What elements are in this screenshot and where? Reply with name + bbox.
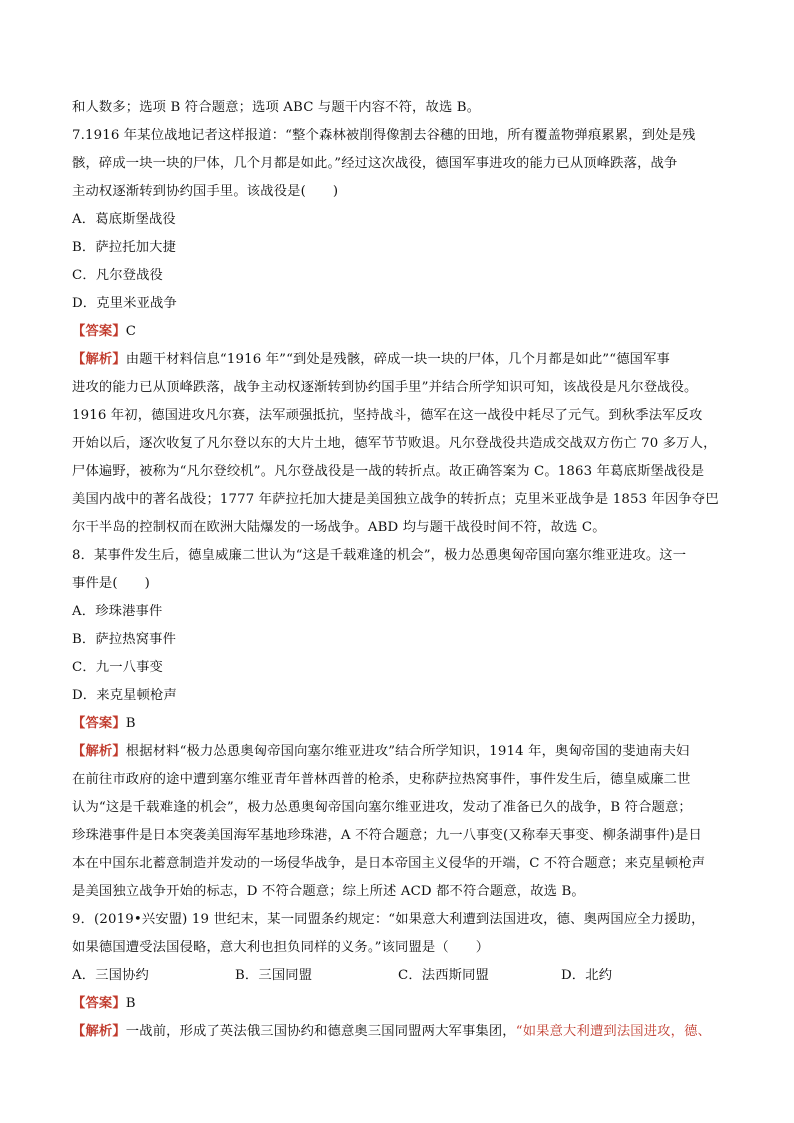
text-line: 9．(2019•兴安盟) 19 世纪末，某一同盟条约规定：“如果意大利遭到法国进攻，德、奥两国应全力援助， xyxy=(72,912,705,927)
answer-line xyxy=(72,990,724,1018)
answer-tag: 【答案】 xyxy=(72,716,126,731)
analysis-line xyxy=(72,346,724,374)
text-line: 进攻的能力已从顶峰跌落，战争主动权逐渐转到协约国手里”并结合所学知识可知，该战役是凡尔登战役。 xyxy=(72,380,698,395)
answer-line xyxy=(72,710,724,738)
document-page xyxy=(72,94,724,1046)
text-line: 珍珠港事件是日本突袭美国海军基地珍珠港，A 不符合题意；九一八事变(又称奉天事变、柳条湖事件)是日 xyxy=(72,828,702,843)
text-line: 和人数多；选项 B 符合题意；选项 ABC 与题干内容不符，故选 B。 xyxy=(72,100,481,115)
text-line: 认为“这是千载难逢的机会”，极力怂恿奥匈帝国向塞尔维亚进攻，发动了准备已久的战争，B 符合题意； xyxy=(72,800,692,815)
analysis-line xyxy=(72,738,724,766)
option-item: D．北约 xyxy=(561,968,613,983)
answer-text: B xyxy=(125,996,136,1011)
text-line: C．九一八事变 xyxy=(72,660,164,675)
text-line: D．克里米亚战争 xyxy=(72,296,177,311)
answer-text: C xyxy=(125,324,137,339)
text-line: 在前往市政府的途中遭到塞尔维亚青年普林西普的枪杀，史称萨拉热窝事件，事件发生后，德皇威廉二世 xyxy=(72,772,691,787)
text-line: 7.1916 年某位战地记者这样报道：“整个森林被削得像割去谷穗的田地，所有覆盖物弹痕累累，到处是残 xyxy=(72,128,696,143)
text-line: 如果德国遭受法国侵略，意大利也担负同样的义务。”该同盟是（ ） xyxy=(72,940,490,955)
answer-tag: 【答案】 xyxy=(72,996,126,1011)
text-line: 美国内战中的著名战役；1777 年萨拉托加大捷是美国独立战争的转折点；克里米亚战争是 1853 年因争夺巴 xyxy=(72,492,719,507)
text-line: 主动权逐渐转到协约国手里。该战役是( ) xyxy=(72,184,339,199)
analysis-line xyxy=(72,1018,724,1046)
answer-tag: 【解析】 xyxy=(72,744,126,759)
text-line: 8．某事件发生后，德皇威廉二世认为“这是千载难逢的机会”，极力怂恿奥匈帝国向塞尔维亚进攻。这一 xyxy=(72,548,687,563)
text-line: 尔干半岛的控制权而在欧洲大陆爆发的一场战争。ABD 均与题干战役时间不符，故选 C。 xyxy=(72,520,606,535)
option-item: A．三国协约 xyxy=(72,968,149,983)
answer-text: 根据材料“极力怂恿奥匈帝国向塞尔维亚进攻”结合所学知识，1914 年，奥匈帝国的斐迪南夫妇 xyxy=(125,744,690,759)
text-line: 是美国独立战争开始的标志，D 不符合题意；综上所述 ACD 都不符合题意，故选 B。 xyxy=(72,884,585,899)
text-line: 尸体遍野，被称为“凡尔登绞机”。凡尔登战役是一战的转折点。故正确答案为 C。1863 年葛底斯堡战役是 xyxy=(72,464,705,479)
option-row xyxy=(72,962,724,990)
text-line: 1916 年初，德国进攻凡尔赛，法军顽强抵抗，坚持战斗，德军在这一战役中耗尽了元气。到秋季法军反攻 xyxy=(72,408,703,423)
quoted-material: “如果意大利遭到法国进攻，德、 xyxy=(515,1024,711,1039)
text-line: 骸，碎成一块一块的尸体，几个月都是如此。”经过这次战役，德国军事进攻的能力已从顶峰跌落，战争 xyxy=(72,156,678,171)
answer-line xyxy=(72,318,724,346)
text-line: A．珍珠港事件 xyxy=(72,604,163,619)
text-line: C．凡尔登战役 xyxy=(72,268,164,283)
answer-text: B xyxy=(125,716,136,731)
text-line: D．来克星顿枪声 xyxy=(72,688,177,703)
text-line: A．葛底斯堡战役 xyxy=(72,212,176,227)
text-line: 开始以后，逐次收复了凡尔登以东的大片土地，德军节节败退。凡尔登战役共造成交战双方伤亡 70 多万人， xyxy=(72,436,717,451)
text-line: 事件是( ) xyxy=(72,576,150,591)
text-line: B．萨拉托加大捷 xyxy=(72,240,177,255)
answer-tag: 【解析】 xyxy=(72,352,126,367)
answer-text: 由题干材料信息“1916 年”“到处是残骸，碎成一块一块的尸体，几个月都是如此”“德国军事 xyxy=(125,352,670,367)
option-item: B．三国同盟 xyxy=(235,968,313,983)
answer-tag: 【答案】 xyxy=(72,324,126,339)
answer-tag: 【解析】 xyxy=(72,1024,126,1039)
text-line: B．萨拉热窝事件 xyxy=(72,632,177,647)
option-item: C．法西斯同盟 xyxy=(398,968,490,983)
text-line: 本在中国东北蓄意制造并发动的一场侵华战争，是日本帝国主义侵华的开端，C 不符合题意；来克星顿枪声 xyxy=(72,856,706,871)
answer-text: 一战前，形成了英法俄三国协约和德意奥三国同盟两大军事集团， xyxy=(125,1024,516,1039)
